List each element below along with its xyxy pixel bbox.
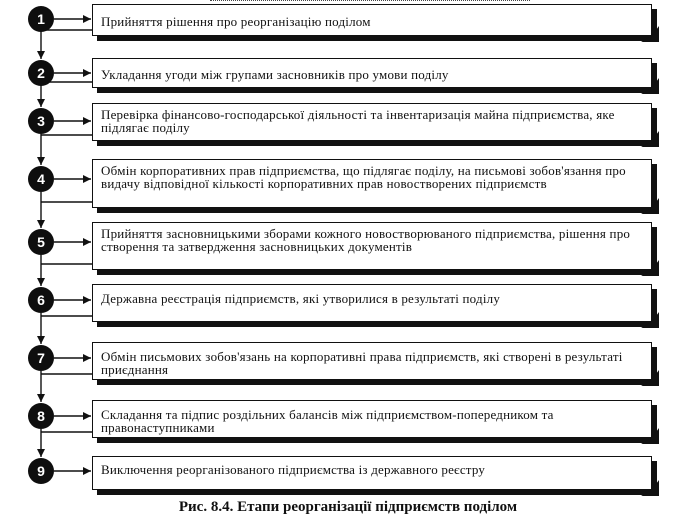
step-box-2 xyxy=(92,58,652,88)
arrowhead-to-circle-6 xyxy=(37,278,45,286)
arrowhead-to-box-2 xyxy=(83,69,91,77)
step-text-9: Виключення реорганізованого підприємства із державного реєстру xyxy=(101,462,486,477)
step-text-6: Державна реєстрація підприємств, які утворилися в результаті поділу xyxy=(101,291,501,306)
arrowhead-to-circle-8 xyxy=(37,394,45,402)
step-number-6: 6 xyxy=(28,287,54,313)
arrowhead-to-box-8 xyxy=(83,412,91,420)
step-box-8 xyxy=(92,400,652,438)
step-number-9: 9 xyxy=(28,458,54,484)
step-number-5: 5 xyxy=(28,229,54,255)
step-number-4: 4 xyxy=(28,166,54,192)
step-box-7 xyxy=(92,342,652,380)
step-number-8: 8 xyxy=(28,403,54,429)
step-number-7: 7 xyxy=(28,345,54,371)
arrowhead-to-box-3 xyxy=(83,117,91,125)
step-text-1: Прийняття рішення про реорганізацію поділом xyxy=(101,14,371,29)
step-number-3: 3 xyxy=(28,108,54,134)
arrowhead-to-circle-2 xyxy=(37,51,45,59)
step-number-1: 1 xyxy=(28,6,54,32)
step-text-4: Обмін корпоративних прав підприємства, що підлягає поділу, на письмові зобов'язання про видачу відповідної кількості корпоративних прав новостворених підприємств xyxy=(101,163,626,191)
step-text-7: Обмін письмових зобов'язань на корпоративні права підприємств, які створені в результаті приєднання xyxy=(101,349,623,377)
arrowhead-to-circle-7 xyxy=(37,336,45,344)
arrowhead-to-circle-9 xyxy=(37,449,45,457)
step-box-5 xyxy=(92,222,652,270)
arrowhead-to-box-5 xyxy=(83,238,91,246)
step-number-2: 2 xyxy=(28,60,54,86)
step-box-1 xyxy=(92,4,652,36)
arrowhead-to-box-7 xyxy=(83,354,91,362)
arrowhead-to-circle-4 xyxy=(37,157,45,165)
step-box-3 xyxy=(92,103,652,141)
arrowhead-to-circle-3 xyxy=(37,99,45,107)
step-box-4 xyxy=(92,159,652,208)
step-text-5: Прийняття засновницькими зборами кожного новостворюваного підприємства, рішення про створення та затвердження засновницьких документів xyxy=(101,226,631,254)
figure-caption: Рис. 8.4. Етапи реорганізації підприємств поділом xyxy=(178,499,518,515)
arrowhead-to-box-9 xyxy=(83,467,91,475)
step-box-9 xyxy=(92,456,652,490)
step-text-2: Укладання угоди між групами засновників про умови поділу xyxy=(101,67,449,82)
arrowhead-to-box-4 xyxy=(83,175,91,183)
arrowhead-to-box-1 xyxy=(83,15,91,23)
arrowhead-to-circle-5 xyxy=(37,220,45,228)
step-text-3: Перевірка фінансово-господарської діяльності та інвентаризація майна підприємства, яке підлягає поділу xyxy=(101,107,615,135)
step-text-8: Складання та підпис роздільних балансів між підприємством-попередником та правонаступниками xyxy=(101,407,554,435)
arrowhead-to-box-6 xyxy=(83,296,91,304)
step-box-6 xyxy=(92,284,652,322)
